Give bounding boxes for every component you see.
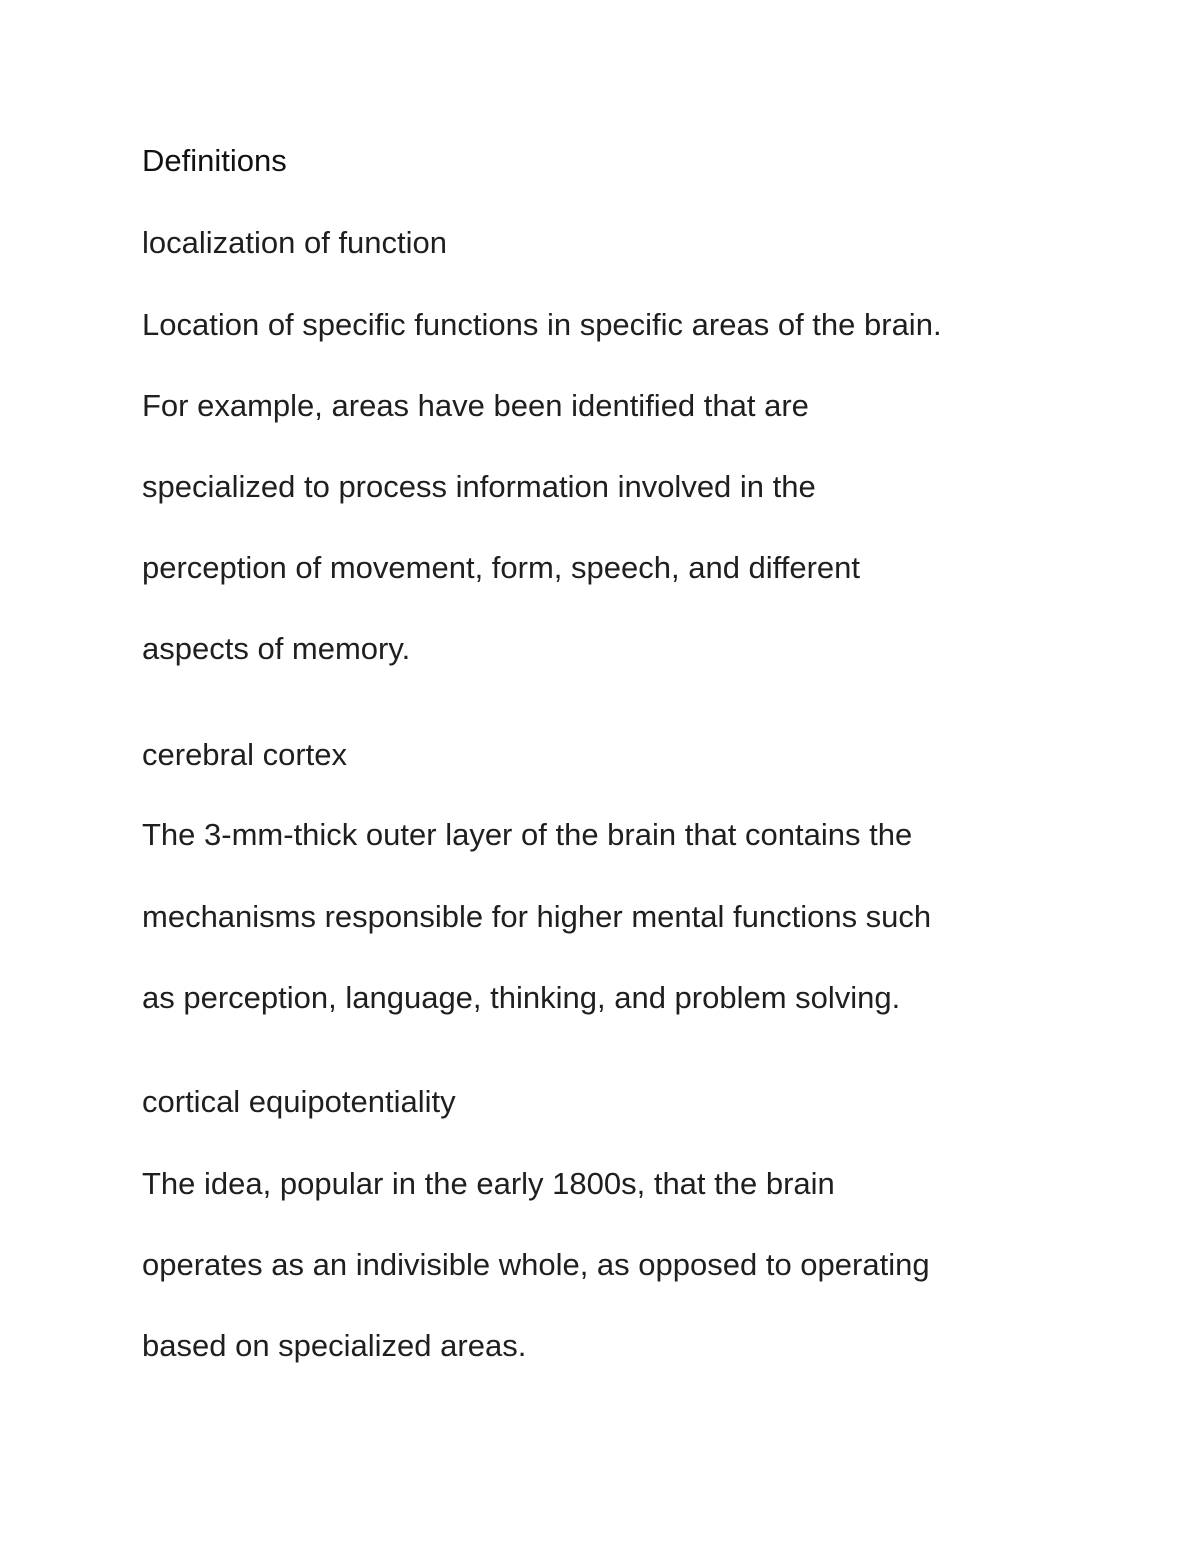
definition-line: The 3-mm-thick outer layer of the brain that contains the bbox=[142, 817, 913, 852]
definition-line: specialized to process information involved in the bbox=[142, 469, 816, 504]
definition-line: The idea, popular in the early 1800s, that the brain bbox=[142, 1166, 835, 1201]
definition-line: aspects of memory. bbox=[142, 631, 411, 666]
definition-line: mechanisms responsible for higher mental functions such bbox=[142, 899, 932, 934]
definition-line: For example, areas have been identified that are bbox=[142, 388, 809, 423]
term-cortical-equipotentiality: cortical equipotentiality bbox=[142, 1084, 456, 1119]
document-title: Definitions bbox=[142, 143, 287, 178]
definition-line: based on specialized areas. bbox=[142, 1328, 527, 1363]
term-localization-of-function: localization of function bbox=[142, 225, 448, 260]
term-cerebral-cortex: cerebral cortex bbox=[142, 737, 348, 772]
definition-line: perception of movement, form, speech, and different bbox=[142, 550, 860, 585]
definition-line: as perception, language, thinking, and problem solving. bbox=[142, 980, 901, 1015]
definition-line: operates as an indivisible whole, as opposed to operating bbox=[142, 1247, 930, 1282]
definition-line: Location of specific functions in specific areas of the brain. bbox=[142, 307, 942, 342]
